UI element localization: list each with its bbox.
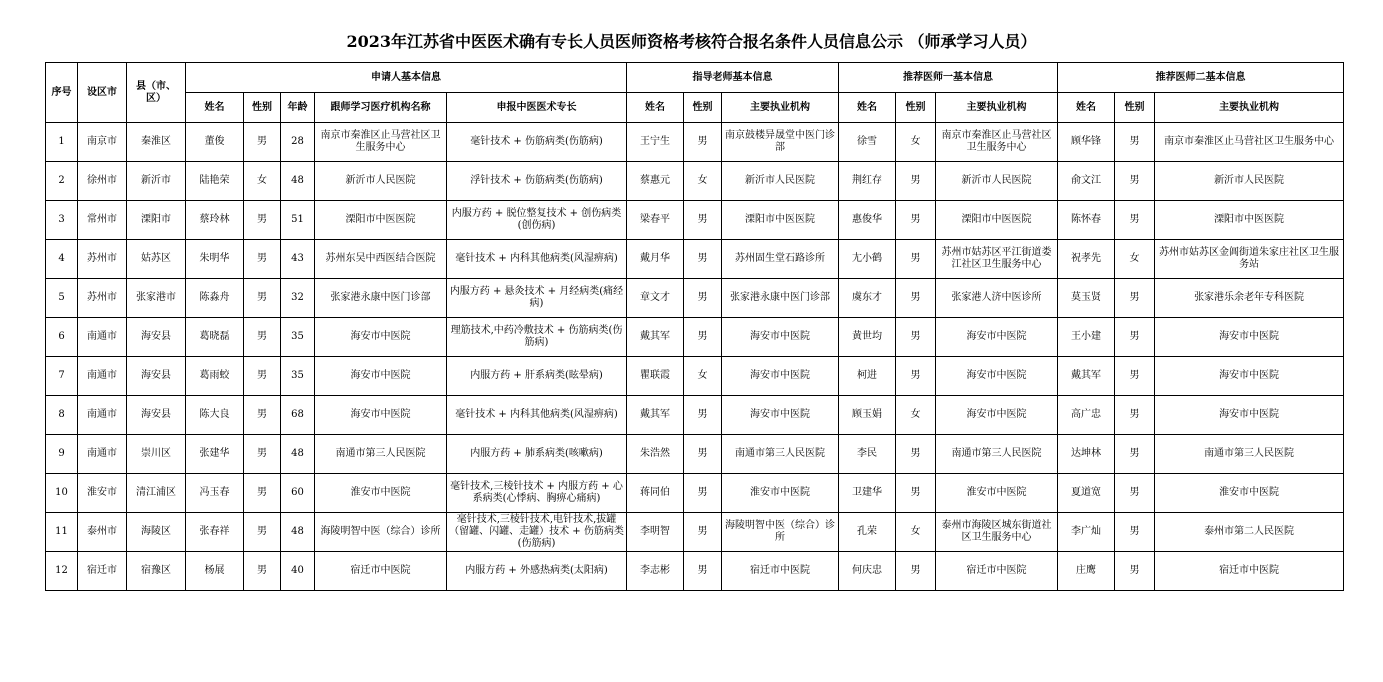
header-rec1-name: 姓名 [839, 93, 896, 123]
cell-rec1-gender: 男 [896, 279, 936, 318]
cell-age: 48 [281, 162, 315, 201]
cell-teacher-org: 南通市第三人民医院 [722, 435, 839, 474]
cell-teacher-gender: 男 [684, 474, 722, 513]
cell-name: 陆艳荣 [186, 162, 244, 201]
cell-rec2-name: 莫玉贤 [1058, 279, 1115, 318]
header-study-org: 跟师学习医疗机构名称 [315, 93, 447, 123]
cell-rec2-gender: 男 [1115, 552, 1155, 591]
header-teacher-name: 姓名 [627, 93, 684, 123]
cell-rec1-name: 顾玉娟 [839, 396, 896, 435]
cell-rec1-gender: 男 [896, 552, 936, 591]
cell-teacher-gender: 男 [684, 396, 722, 435]
cell-rec2-org: 淮安市中医院 [1155, 474, 1344, 513]
cell-specialty: 内服方药 + 脱位整复技术 + 创伤病类(创伤病) [447, 201, 627, 240]
cell-rec1-org: 张家港人济中医诊所 [936, 279, 1058, 318]
cell-city: 南通市 [78, 318, 127, 357]
cell-rec1-gender: 女 [896, 123, 936, 162]
cell-teacher-name: 戴其军 [627, 396, 684, 435]
cell-city: 淮安市 [78, 474, 127, 513]
cell-rec1-name: 尢小鹤 [839, 240, 896, 279]
cell-rec2-org: 泰州市第二人民医院 [1155, 513, 1344, 552]
cell-county: 张家港市 [127, 279, 186, 318]
cell-county: 海陵区 [127, 513, 186, 552]
cell-teacher-org: 新沂市人民医院 [722, 162, 839, 201]
table-row [46, 357, 1344, 396]
cell-rec2-org: 溧阳市中医医院 [1155, 201, 1344, 240]
cell-teacher-name: 戴其军 [627, 318, 684, 357]
header-gender: 性别 [244, 93, 281, 123]
page-title: 2023年江苏省中医医术确有专长人员医师资格考核符合报名条件人员信息公示 （师承学习人员） [346, 32, 1037, 51]
header-rec1-group: 推荐医师一基本信息 [839, 63, 1058, 93]
cell-rec2-org: 海安市中医院 [1155, 357, 1344, 396]
cell-rec2-gender: 男 [1115, 318, 1155, 357]
cell-rec1-gender: 女 [896, 396, 936, 435]
cell-county: 新沂市 [127, 162, 186, 201]
cell-study-org: 宿迁市中医院 [315, 552, 447, 591]
cell-gender: 男 [244, 513, 281, 552]
cell-city: 徐州市 [78, 162, 127, 201]
header-age: 年龄 [281, 93, 315, 123]
cell-rec2-name: 高广忠 [1058, 396, 1115, 435]
table-row [46, 162, 1344, 201]
cell-specialty: 理筋技术,中药冷敷技术 + 伤筋病类(伤筋病) [447, 318, 627, 357]
header-rec2-group: 推荐医师二基本信息 [1058, 63, 1344, 93]
cell-rec1-name: 徐雪 [839, 123, 896, 162]
cell-rec2-gender: 男 [1115, 474, 1155, 513]
cell-rec2-gender: 男 [1115, 357, 1155, 396]
cell-county: 宿豫区 [127, 552, 186, 591]
cell-county: 姑苏区 [127, 240, 186, 279]
cell-teacher-name: 蔡惠元 [627, 162, 684, 201]
header-county: 县（市、区） [127, 63, 186, 123]
cell-rec2-gender: 男 [1115, 201, 1155, 240]
cell-rec2-name: 达坤林 [1058, 435, 1115, 474]
cell-rec2-org: 张家港乐余老年专科医院 [1155, 279, 1344, 318]
cell-seq: 1 [46, 123, 78, 162]
cell-teacher-gender: 男 [684, 435, 722, 474]
cell-seq: 11 [46, 513, 78, 552]
cell-age: 51 [281, 201, 315, 240]
cell-seq: 3 [46, 201, 78, 240]
cell-study-org: 张家港永康中医门诊部 [315, 279, 447, 318]
cell-teacher-org: 海安市中医院 [722, 396, 839, 435]
cell-seq: 9 [46, 435, 78, 474]
cell-specialty: 内服方药 + 肝系病类(眩晕病) [447, 357, 627, 396]
cell-county: 溧阳市 [127, 201, 186, 240]
table-row [46, 474, 1344, 513]
cell-teacher-gender: 男 [684, 279, 722, 318]
cell-gender: 女 [244, 162, 281, 201]
cell-rec2-org: 南通市第三人民医院 [1155, 435, 1344, 474]
header-teacher-gender: 性别 [684, 93, 722, 123]
cell-rec1-gender: 女 [896, 513, 936, 552]
table-row [46, 279, 1344, 318]
cell-teacher-name: 蒋同伯 [627, 474, 684, 513]
cell-rec1-gender: 男 [896, 357, 936, 396]
cell-study-org: 溧阳市中医医院 [315, 201, 447, 240]
cell-rec2-name: 王小建 [1058, 318, 1115, 357]
table-row [46, 513, 1344, 552]
cell-age: 40 [281, 552, 315, 591]
cell-city: 南通市 [78, 357, 127, 396]
cell-study-org: 新沂市人民医院 [315, 162, 447, 201]
cell-rec1-gender: 男 [896, 318, 936, 357]
cell-rec2-gender: 男 [1115, 279, 1155, 318]
table-row [46, 201, 1344, 240]
cell-rec2-org: 苏州市姑苏区金阊街道朱家庄社区卫生服务站 [1155, 240, 1344, 279]
cell-rec1-name: 柯进 [839, 357, 896, 396]
header-city: 设区市 [78, 63, 127, 123]
cell-rec2-gender: 男 [1115, 435, 1155, 474]
cell-age: 48 [281, 435, 315, 474]
cell-gender: 男 [244, 123, 281, 162]
cell-rec2-name: 庄鹰 [1058, 552, 1115, 591]
cell-name: 杨展 [186, 552, 244, 591]
cell-teacher-name: 梁春平 [627, 201, 684, 240]
cell-rec1-org: 海安市中医院 [936, 396, 1058, 435]
cell-rec1-org: 宿迁市中医院 [936, 552, 1058, 591]
table-row [46, 435, 1344, 474]
header-rec1-org: 主要执业机构 [936, 93, 1058, 123]
cell-name: 蔡玲林 [186, 201, 244, 240]
cell-county: 海安县 [127, 357, 186, 396]
cell-rec2-gender: 女 [1115, 240, 1155, 279]
header-rec2-org: 主要执业机构 [1155, 93, 1344, 123]
cell-rec1-org: 海安市中医院 [936, 357, 1058, 396]
cell-city: 南通市 [78, 435, 127, 474]
cell-teacher-name: 戴月华 [627, 240, 684, 279]
cell-rec1-gender: 男 [896, 474, 936, 513]
cell-specialty: 毫针技术 + 内科其他病类(风湿痹病) [447, 240, 627, 279]
header-applicant-group: 申请人基本信息 [186, 63, 627, 93]
cell-city: 南通市 [78, 396, 127, 435]
cell-rec2-name: 顾华锋 [1058, 123, 1115, 162]
table-row [46, 240, 1344, 279]
cell-rec1-org: 苏州市姑苏区平江街道娄江社区卫生服务中心 [936, 240, 1058, 279]
header-seq: 序号 [46, 63, 78, 123]
cell-rec2-org: 海安市中医院 [1155, 396, 1344, 435]
header-rec2-gender: 性别 [1115, 93, 1155, 123]
cell-teacher-gender: 男 [684, 318, 722, 357]
cell-city: 泰州市 [78, 513, 127, 552]
cell-name: 葛雨蛟 [186, 357, 244, 396]
cell-study-org: 海安市中医院 [315, 357, 447, 396]
cell-name: 陈淼舟 [186, 279, 244, 318]
cell-rec1-name: 虞东才 [839, 279, 896, 318]
cell-teacher-name: 王宁生 [627, 123, 684, 162]
cell-rec2-gender: 男 [1115, 513, 1155, 552]
cell-teacher-name: 李明智 [627, 513, 684, 552]
table-row [46, 396, 1344, 435]
cell-county: 海安县 [127, 318, 186, 357]
cell-rec1-name: 何庆忠 [839, 552, 896, 591]
cell-teacher-org: 海安市中医院 [722, 318, 839, 357]
cell-rec1-org: 泰州市海陵区城东街道社区卫生服务中心 [936, 513, 1058, 552]
cell-specialty: 毫针技术 + 内科其他病类(风湿痹病) [447, 396, 627, 435]
cell-name: 朱明华 [186, 240, 244, 279]
cell-rec2-name: 祝孝先 [1058, 240, 1115, 279]
cell-teacher-org: 苏州固生堂石路诊所 [722, 240, 839, 279]
cell-rec2-gender: 男 [1115, 162, 1155, 201]
cell-county: 清江浦区 [127, 474, 186, 513]
cell-teacher-org: 溧阳市中医医院 [722, 201, 839, 240]
cell-age: 43 [281, 240, 315, 279]
cell-gender: 男 [244, 435, 281, 474]
header-teacher-org: 主要执业机构 [722, 93, 839, 123]
cell-seq: 4 [46, 240, 78, 279]
cell-rec1-name: 荆红存 [839, 162, 896, 201]
cell-teacher-gender: 女 [684, 357, 722, 396]
cell-specialty: 毫针技术,三棱针技术,电针技术,拔罐（留罐、闪罐、走罐）技术 + 伤筋病类(伤筋病) [447, 513, 627, 552]
cell-seq: 10 [46, 474, 78, 513]
cell-teacher-gender: 男 [684, 513, 722, 552]
header-rec1-gender: 性别 [896, 93, 936, 123]
header-rec2-name: 姓名 [1058, 93, 1115, 123]
cell-county: 崇川区 [127, 435, 186, 474]
cell-gender: 男 [244, 240, 281, 279]
cell-city: 宿迁市 [78, 552, 127, 591]
cell-seq: 5 [46, 279, 78, 318]
cell-gender: 男 [244, 474, 281, 513]
cell-rec1-gender: 男 [896, 162, 936, 201]
cell-rec1-name: 李民 [839, 435, 896, 474]
cell-gender: 男 [244, 357, 281, 396]
cell-study-org: 南通市第三人民医院 [315, 435, 447, 474]
cell-age: 48 [281, 513, 315, 552]
info-table [45, 62, 1344, 591]
cell-gender: 男 [244, 552, 281, 591]
cell-specialty: 毫针技术,三棱针技术 + 内服方药 + 心系病类(心悸病、胸痹心痛病) [447, 474, 627, 513]
cell-rec2-org: 海安市中医院 [1155, 318, 1344, 357]
cell-seq: 12 [46, 552, 78, 591]
cell-city: 常州市 [78, 201, 127, 240]
cell-teacher-org: 南京鼓楼异晟堂中医门诊部 [722, 123, 839, 162]
cell-teacher-gender: 男 [684, 201, 722, 240]
cell-gender: 男 [244, 396, 281, 435]
cell-name: 冯玉春 [186, 474, 244, 513]
cell-rec1-name: 孔荣 [839, 513, 896, 552]
cell-teacher-gender: 男 [684, 240, 722, 279]
cell-rec2-name: 俞文江 [1058, 162, 1115, 201]
cell-seq: 6 [46, 318, 78, 357]
cell-county: 海安县 [127, 396, 186, 435]
cell-rec2-gender: 男 [1115, 396, 1155, 435]
cell-county: 秦淮区 [127, 123, 186, 162]
cell-teacher-gender: 男 [684, 123, 722, 162]
cell-rec2-gender: 男 [1115, 123, 1155, 162]
cell-teacher-gender: 男 [684, 552, 722, 591]
cell-rec1-name: 惠俊华 [839, 201, 896, 240]
cell-study-org: 海陵明智中医（综合）诊所 [315, 513, 447, 552]
cell-rec1-org: 淮安市中医院 [936, 474, 1058, 513]
cell-rec1-name: 卫建华 [839, 474, 896, 513]
cell-city: 苏州市 [78, 240, 127, 279]
cell-name: 陈大良 [186, 396, 244, 435]
table-row [46, 318, 1344, 357]
cell-rec1-gender: 男 [896, 201, 936, 240]
cell-rec2-name: 李广灿 [1058, 513, 1115, 552]
cell-age: 35 [281, 357, 315, 396]
cell-study-org: 海安市中医院 [315, 318, 447, 357]
table-row [46, 123, 1344, 162]
cell-seq: 2 [46, 162, 78, 201]
header-name: 姓名 [186, 93, 244, 123]
cell-rec2-name: 陈怀春 [1058, 201, 1115, 240]
cell-age: 32 [281, 279, 315, 318]
cell-specialty: 内服方药 + 外感热病类(太阳病) [447, 552, 627, 591]
cell-specialty: 毫针技术 + 伤筋病类(伤筋病) [447, 123, 627, 162]
cell-rec2-name: 戴其军 [1058, 357, 1115, 396]
cell-specialty: 内服方药 + 悬灸技术 + 月经病类(痛经病) [447, 279, 627, 318]
cell-teacher-gender: 女 [684, 162, 722, 201]
cell-teacher-org: 宿迁市中医院 [722, 552, 839, 591]
cell-study-org: 淮安市中医院 [315, 474, 447, 513]
cell-name: 董俊 [186, 123, 244, 162]
cell-specialty: 内服方药 + 肺系病类(咳嗽病) [447, 435, 627, 474]
cell-age: 28 [281, 123, 315, 162]
cell-seq: 8 [46, 396, 78, 435]
header-specialty: 申报中医医术专长 [447, 93, 627, 123]
cell-rec1-org: 海安市中医院 [936, 318, 1058, 357]
cell-age: 60 [281, 474, 315, 513]
cell-teacher-org: 海陵明智中医（综合）诊所 [722, 513, 839, 552]
cell-teacher-org: 淮安市中医院 [722, 474, 839, 513]
cell-specialty: 浮针技术 + 伤筋病类(伤筋病) [447, 162, 627, 201]
cell-study-org: 南京市秦淮区止马营社区卫生服务中心 [315, 123, 447, 162]
cell-rec2-org: 南京市秦淮区止马营社区卫生服务中心 [1155, 123, 1344, 162]
cell-rec1-gender: 男 [896, 435, 936, 474]
cell-rec1-org: 新沂市人民医院 [936, 162, 1058, 201]
cell-seq: 7 [46, 357, 78, 396]
cell-age: 35 [281, 318, 315, 357]
cell-rec1-org: 南京市秦淮区止马营社区卫生服务中心 [936, 123, 1058, 162]
cell-teacher-org: 张家港永康中医门诊部 [722, 279, 839, 318]
cell-name: 张建华 [186, 435, 244, 474]
cell-rec1-org: 溧阳市中医医院 [936, 201, 1058, 240]
cell-rec2-name: 夏道宽 [1058, 474, 1115, 513]
cell-teacher-name: 李志彬 [627, 552, 684, 591]
cell-rec1-org: 南通市第三人民医院 [936, 435, 1058, 474]
cell-age: 68 [281, 396, 315, 435]
header-teacher-group: 指导老师基本信息 [627, 63, 839, 93]
cell-rec1-name: 黄世均 [839, 318, 896, 357]
cell-name: 张春祥 [186, 513, 244, 552]
cell-study-org: 海安市中医院 [315, 396, 447, 435]
cell-teacher-name: 朱浩然 [627, 435, 684, 474]
cell-city: 南京市 [78, 123, 127, 162]
cell-city: 苏州市 [78, 279, 127, 318]
cell-gender: 男 [244, 279, 281, 318]
table-row [46, 552, 1344, 591]
cell-teacher-name: 瞿联霞 [627, 357, 684, 396]
cell-teacher-name: 章文才 [627, 279, 684, 318]
cell-rec2-org: 宿迁市中医院 [1155, 552, 1344, 591]
cell-rec2-org: 新沂市人民医院 [1155, 162, 1344, 201]
cell-name: 葛晓磊 [186, 318, 244, 357]
cell-rec1-gender: 男 [896, 240, 936, 279]
cell-study-org: 苏州东吴中西医结合医院 [315, 240, 447, 279]
cell-gender: 男 [244, 201, 281, 240]
cell-gender: 男 [244, 318, 281, 357]
cell-teacher-org: 海安市中医院 [722, 357, 839, 396]
